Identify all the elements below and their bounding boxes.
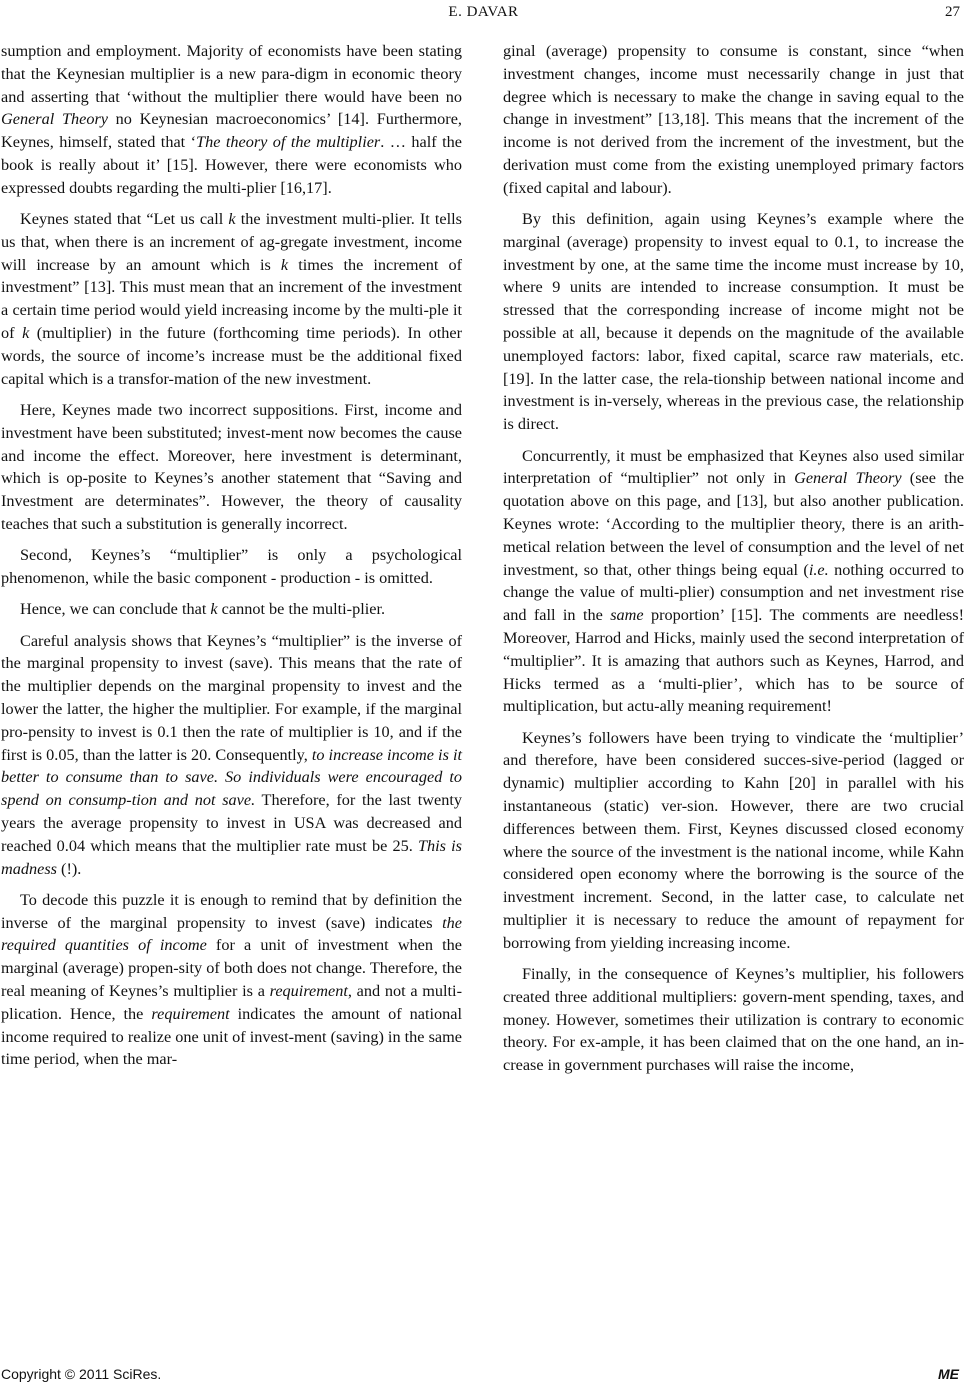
text-run: indicates the amount of national income required to realize one unit of invest-ment (saving) in the same time period, when the mar- [1, 1004, 462, 1069]
italic-text: General Theory [794, 469, 902, 488]
journal-abbreviation: ME [938, 1366, 959, 1382]
page-footer [0, 1365, 967, 1383]
text-run: (multiplier) in the future (forthcoming time periods). In other words, the source of income’s increase must be the additional fixed capital which is a transfor-mation of the new investment. [1, 324, 462, 388]
text-run: sumption and employment. Majority of economists have been stating that the Keynesian multiplier is a new para-digm in economic theory and asserting that ‘without the multiplier there would have been no [1, 42, 462, 106]
paragraph [1, 208, 462, 390]
italic-text: to increase income is it better to consume than to save. So individuals were encouraged to spend on consump-tion and not save. [1, 745, 462, 810]
paragraph [503, 727, 964, 955]
copyright-notice: Copyright © 2011 SciRes. [1, 1366, 162, 1382]
text-run: ginal (average) propensity to consume is constant, since “when investment changes, income must necessarily change in just that degree which is necessary to make the change in saving equal to the change in investment” [13,18]. This means that the increment of the income is not derived from the increment of the investment, but the derivation must come from the existing unemployed primary factors (fixed capital and labour). [503, 42, 964, 197]
text-run: Keynes’s followers have been trying to vindicate the ‘multiplier’ and therefore, have been considered succes-sive-period (lagged or dynamic) multiplier according to Kahn [20] in parallel with his instantaneous (static) ver-sion. However, there are two crucial differences between them. First, Keynes discussed closed economy where the source of the investment is the national income, while Kahn considered open economy where the borrowing is the source of the investment increment. Second, in the latter case, to calculate net multiplier it is necessary to reduce the amount of repayment for borrowing from yielding increasing income. [503, 728, 964, 952]
page-number: 27 [945, 4, 960, 20]
text-run: Here, Keynes made two incorrect suppositions. First, income and investment have been substituted; invest-ment now becomes the cause and income the effect. Moreover, here investment is determinant, which is op-posite to Keynes’s another statement that “Saving and Investment are determinates”. However, the theory of causality teaches that such a substitution is generally incorrect. [1, 400, 462, 533]
text-run: times the increment of investment” [13]. This must mean that an increment of the investment a certain time period would yield increasing income by the multi-ple it of [1, 255, 462, 343]
paragraph [1, 40, 462, 200]
text-run: proportion’ [15]. The comments are needless! Moreover, Harrod and Hicks, mainly used the second interpretation of “multiplier”. It is amazing that authors such as Keynes, Harrod, and Hicks termed as a ‘multi-plier’, which has to be source of multiplication, but actu-ally meaning requirement! [503, 606, 964, 716]
text-run: Keynes stated that “Let us call [20, 210, 229, 229]
italic-text: This is madness [1, 836, 462, 878]
text-run: Concurrently, it must be emphasized that Keynes also used similar interpretation of “multiplier” not only in [503, 446, 964, 488]
paragraph [1, 889, 462, 1071]
italic-text: k [22, 324, 30, 343]
italic-text: requirement [269, 982, 348, 1001]
italic-text: same [610, 606, 644, 625]
text-run: no Keynesian macroeconomics’ [14]. Furthermore, Keynes, himself, stated that ‘ [1, 110, 462, 152]
text-run: . … half the book is really about it’ [15]. However, there were economists who expressed doubts regarding the multi-plier [16,17]. [1, 133, 462, 197]
paragraph [503, 40, 964, 200]
paragraph [1, 544, 462, 590]
paragraph [503, 208, 964, 436]
italic-text: requirement [151, 1004, 230, 1023]
italic-text: k [210, 600, 218, 619]
paragraph [503, 963, 964, 1077]
paragraph [1, 630, 462, 881]
paragraph [503, 445, 964, 719]
text-run: Hence, we can conclude that [20, 600, 211, 619]
left-column [1, 40, 462, 1071]
italic-text: i.e. [808, 560, 829, 579]
text-run: Therefore, for the last twenty years the average propensity to invest in USA was decreased and reached 0.04 which means that the multiplier rate must be 25. [1, 791, 462, 855]
text-run: (!). [56, 859, 82, 878]
italic-text: k [280, 255, 289, 274]
text-run: nothing occurred to change the value of multi-plier) consumption and net investment rise and fall in the [503, 560, 964, 625]
text-run: By this definition, again using Keynes’s example where the marginal (average) propensity to invest equal to 0.1, to increase the investment by one, at the same time the income must increase by 10, where 9 units are intended to increase consumption. It must be stressed that the corresponding increase of income might not be possible at all, because it depends on the magnitude of the available unemployed factors: labor, fixed capital, scarce raw materials, etc. [19]. In the latter case, the rela-tionship between national income and investment is in-versely, whereas in the previous case, the relationship is direct. [503, 210, 964, 434]
right-column [503, 40, 964, 1077]
running-header-author: E. DAVAR [448, 4, 519, 20]
italic-text: The theory of the multiplier [196, 133, 381, 152]
italic-text: the required quantities of income [1, 913, 462, 955]
text-run: To decode this puzzle it is enough to remind that by definition the inverse of the marginal propensity to invest (save) indicates [1, 890, 462, 932]
text-run: Careful analysis shows that Keynes’s “multiplier” is the inverse of the marginal propensity to invest (save). This means that the rate of the multiplier depends on the marginal propensity to invest and the lower the latter, the higher the multiplier. For example, if the marginal pro-pensity to invest is 0.1 then the rate of multiplier is 10, and if the first is 0.05, than the latter is 20. Consequently, [1, 631, 462, 764]
text-run: cannot be the multi-plier. [217, 600, 386, 619]
text-run: the investment multi-plier. It tells us that, when there is an increment of ag-gregate investment, income will increase by an amount which is [1, 210, 462, 274]
italic-text: k [228, 210, 236, 229]
paragraph [1, 399, 462, 536]
italic-text: General Theory [1, 110, 108, 129]
text-run: for a unit of investment when the marginal (average) propen-sity of both does not change. Therefore, the real meaning of Keynes’s multiplier is a [1, 936, 462, 1001]
text-run: , and not a multi-plication. Hence, the [1, 982, 462, 1023]
paragraph [1, 598, 462, 621]
text-run: Second, Keynes’s “multiplier” is only a psychological phenomenon, while the basic component - production - is omitted. [1, 546, 462, 588]
text-run: (see the quotation above on this page, and [13], but also another publication. Keynes wrote: ‘According to the multiplier theory, there is an arith-metical relation between the level of consumption and the level of net investment, so that, other things being equal ( [503, 469, 964, 579]
text-run: Finally, in the consequence of Keynes’s multiplier, his followers created three additional multipliers: govern-ment spending, taxes, and money. However, sometimes their utilization is contrary to economic theory. For ex-ample, it has been claimed that on the one hand, an in-crease in government purchases will raise the income, [503, 965, 964, 1075]
